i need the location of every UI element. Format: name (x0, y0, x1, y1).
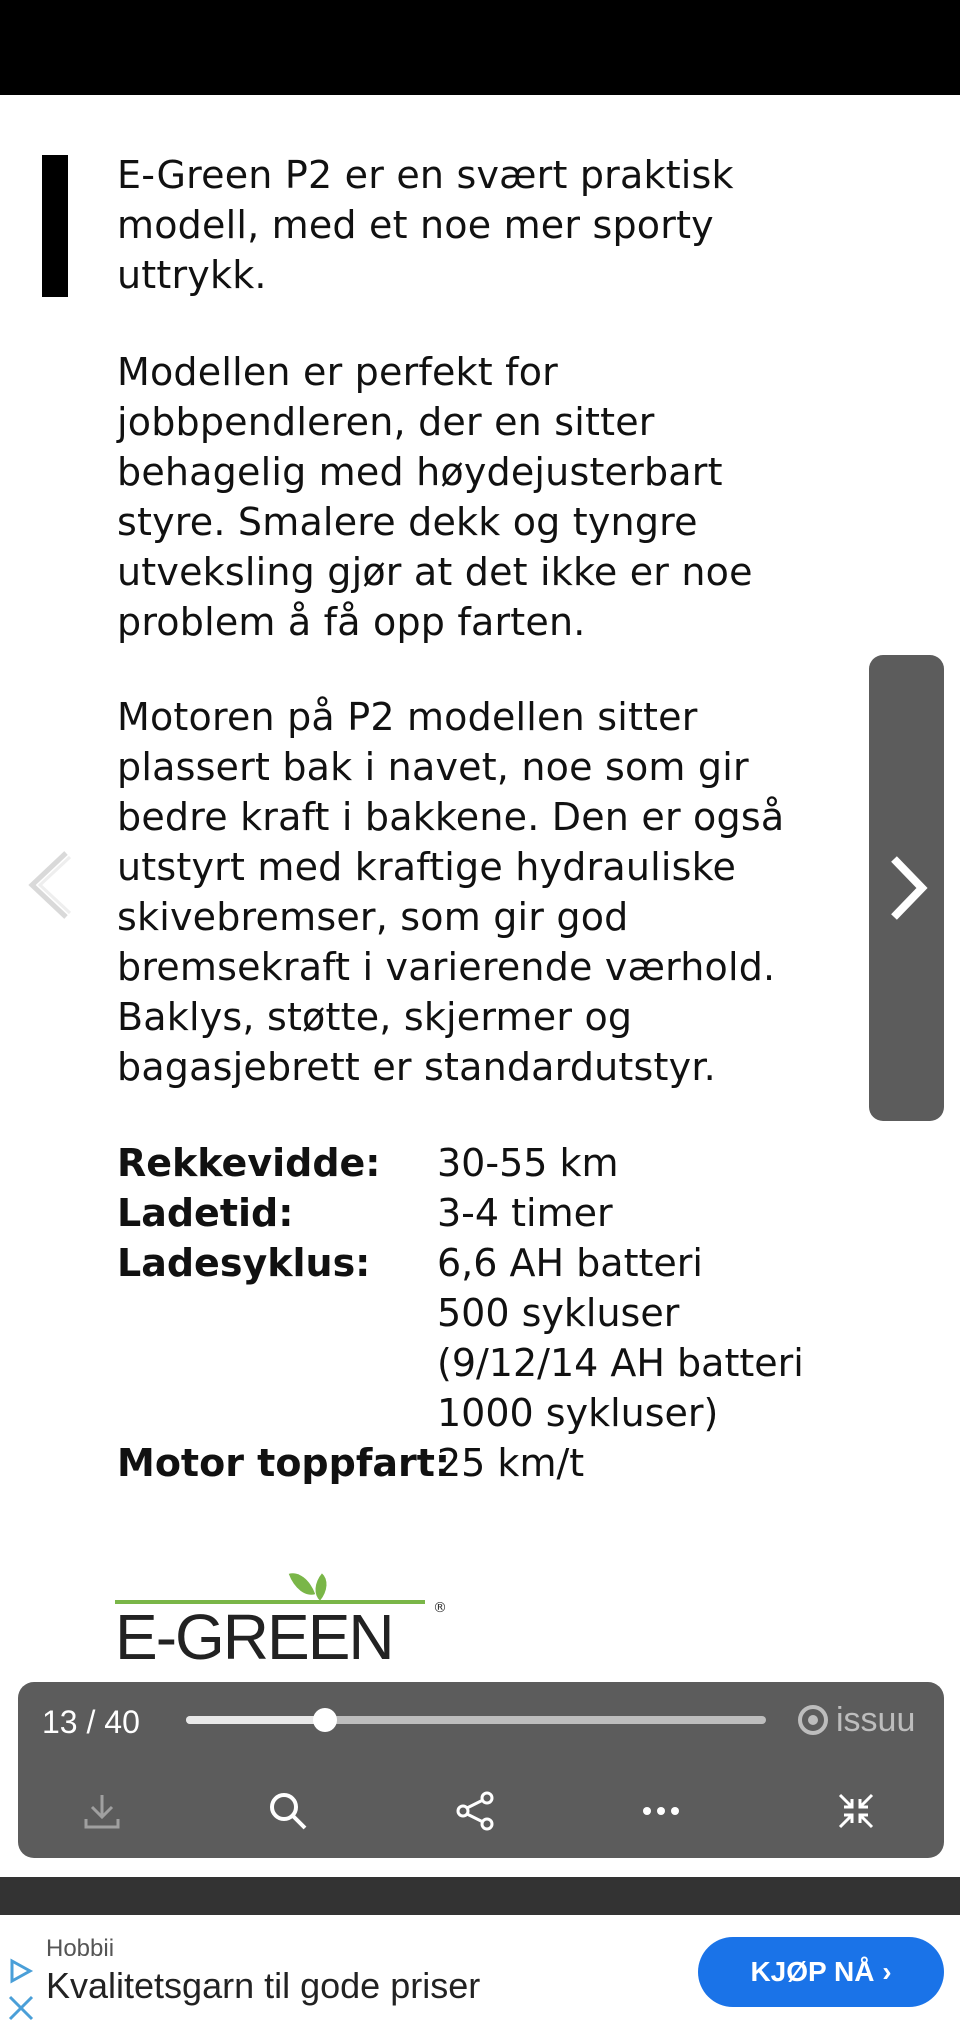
share-button[interactable] (443, 1779, 507, 1843)
exit-fullscreen-button[interactable] (824, 1779, 888, 1843)
viewer-toolbar (18, 1682, 944, 1858)
spec-value: 3-4 timer (437, 1191, 613, 1235)
spec-key: Ladesyklus: (117, 1241, 371, 1285)
more-button[interactable] (629, 1779, 693, 1843)
issuu-icon (798, 1705, 828, 1735)
viewer-bottom-strip (0, 1877, 960, 1915)
chevron-right-icon (884, 853, 930, 923)
spec-key: Motor toppfart: (117, 1441, 451, 1485)
spec-key: Rekkevidde: (117, 1141, 381, 1185)
registered-mark: ® (433, 1600, 447, 1616)
paragraph-commuter-text: Modellen er perfekt for jobbpendleren, der en sitter behagelig med høydejusterbart styre. Smalere dekk og tyngre utveksling gjør at det ikke er noe problem å få opp farten. (117, 350, 753, 644)
issuu-logo[interactable] (798, 1700, 915, 1740)
more-icon (639, 1789, 683, 1833)
chevron-left-icon (20, 845, 80, 925)
quote-bar (42, 155, 68, 297)
download-button[interactable] (70, 1779, 134, 1843)
page-counter: 13 / 40 (42, 1704, 140, 1740)
paragraph-intro-text: E-Green P2 er en svært praktisk modell, med et noe mer sporty uttrykk. (117, 153, 734, 297)
page-slider-thumb[interactable] (313, 1708, 337, 1732)
document-page (0, 95, 960, 1877)
share-icon (453, 1789, 497, 1833)
spec-key: Ladetid: (117, 1191, 294, 1235)
search-button[interactable] (256, 1779, 320, 1843)
download-icon (80, 1789, 124, 1833)
spec-value: 25 km/t (437, 1441, 585, 1485)
ad-headline[interactable]: Kvalitetsgarn til gode priser (46, 1965, 481, 2006)
buy-now-button[interactable]: KJØP NÅ › (698, 1937, 944, 2007)
leaf-icon (289, 1568, 315, 1600)
adchoices-icon (6, 1957, 36, 2027)
paragraph-motor (117, 692, 837, 1092)
status-bar (0, 0, 960, 95)
previous-page-button[interactable] (20, 845, 80, 925)
ad-choices[interactable] (6, 1957, 36, 2027)
spec-value: 6,6 AH batteri 500 sykluser (9/12/14 AH batteri 1000 sykluser) (437, 1241, 804, 1435)
search-icon (266, 1789, 310, 1833)
page-slider[interactable] (186, 1716, 766, 1724)
next-page-button[interactable] (869, 655, 944, 1121)
issuu-brand: issuu (836, 1700, 916, 1739)
exit-fullscreen-icon (834, 1789, 878, 1833)
spec-value: 30-55 km (437, 1141, 619, 1185)
paragraph-intro (117, 150, 837, 300)
ad-brand: Hobbii (46, 1935, 115, 1962)
logo-wordmark: E-GREEN (115, 1601, 393, 1673)
paragraph-commuter (117, 347, 837, 647)
page-slider-fill (186, 1716, 325, 1724)
paragraph-motor-text: Motoren på P2 modellen sitter plassert bak i navet, noe som gir bedre kraft i bakkene. Den er også utstyrt med kraftige hydrauliske skivebremser, som gir god bremsekraft i varierende værhold. Baklys, støtte, skjermer og bagasjebrett er standardutstyr. (117, 695, 785, 1089)
ad-banner[interactable] (0, 1915, 960, 2029)
